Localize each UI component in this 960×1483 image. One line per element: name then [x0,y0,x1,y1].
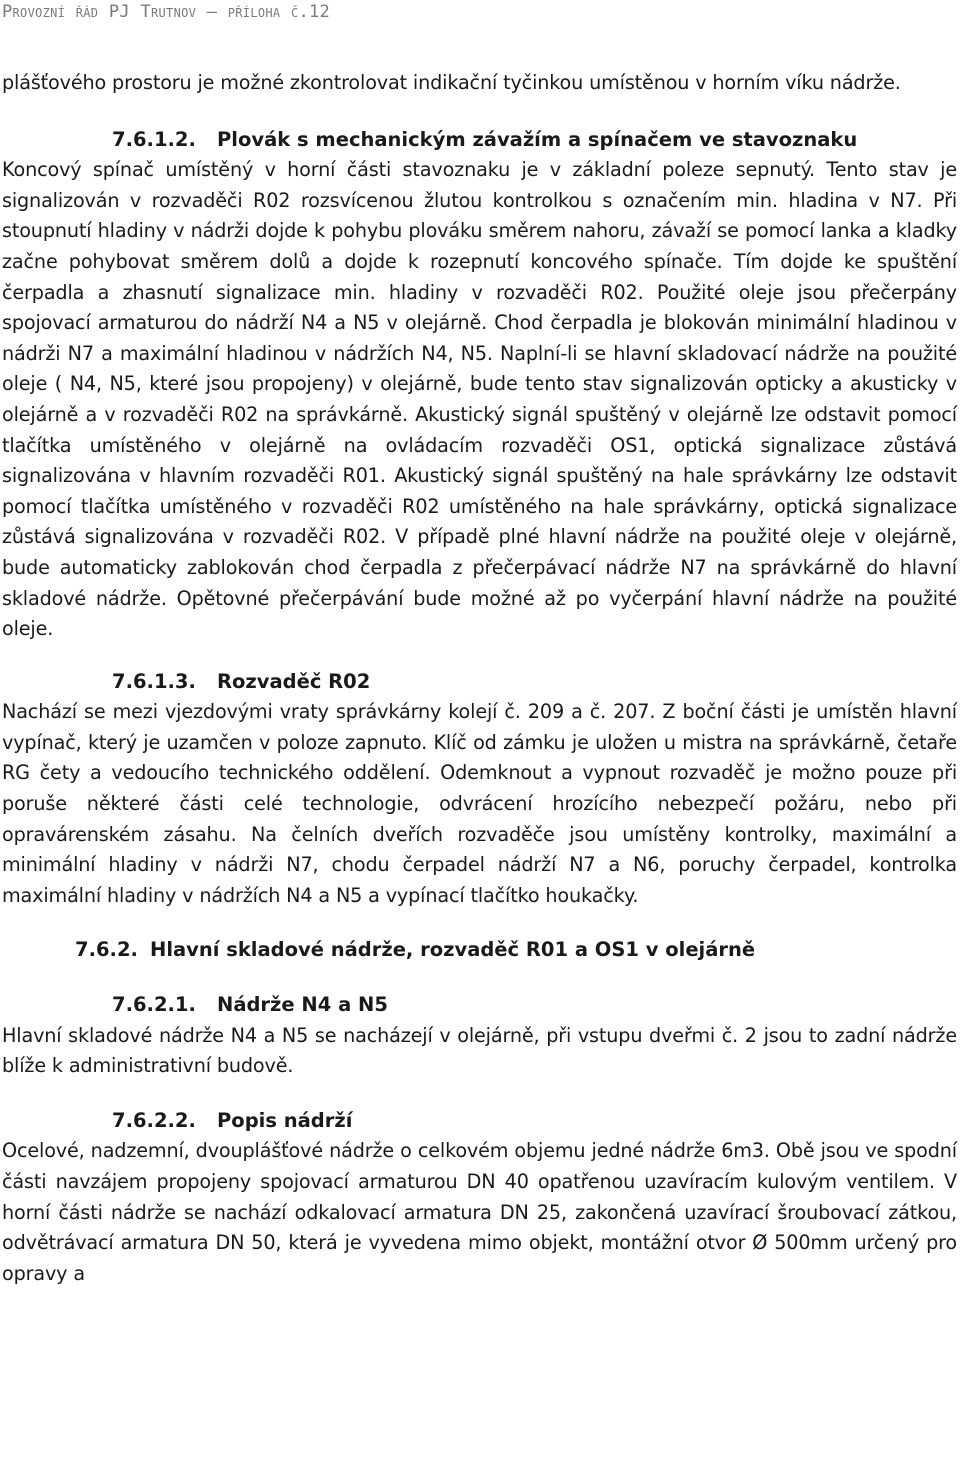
section-number: 7.6.1.2. [112,127,196,151]
paragraph-plast-prostoru: plášťového prostoru je možné zkontrolovat indikační tyčinkou umístěnou v horním víku nádrže. [2,71,901,94]
paragraph-popis-nadrzi: Ocelové, nadzemní, dvouplášťové nádrže o celkovém objemu jedné nádrže 6m3. Obě jsou ve spodní části navzájem propojeny spojovací armaturou DN 40 opatřenou uzavíracím kulovým ventilem. V horní části nádrže se nachází odkalovací armatura DN 25, zakončená uzavírací šroubovací zátkou, odvětrávací armatura DN 50, která je vyvedena mimo objekt, montážní otvor Ø 500mm určený pro opravy a [2,1139,957,1285]
section-title: Nádrže N4 a N5 [217,993,388,1017]
section-title: Plovák s mechanickým závažím a spínačem ve stavoznaku [217,127,858,151]
running-header: Provozní řád PJ Trutnov – příloha č.12 [2,2,331,22]
section-title: Popis nádrží [217,1108,353,1132]
paragraph-rozvadec-r02: Nachází se mezi vjezdovými vraty správkárny kolejí č. 209 a č. 207. Z boční části je umístěn hlavní vypínač, který je uzamčen v poloze zapnuto. Klíč od zámku je uložen u mistra na správkárně, četaře RG čety a vedoucího technického oddělení. Odemknout a vypnout rozvaděč je možno pouze při poruše některé části celé technologie, odvrácení hrozícího nebezpečí požáru, nebo při opravárenském zásahu. Na čelních dveřích rozvaděče jsou umístěny kontrolky, maximální a minimální hladiny v nádrži N7, chodu čerpadel nádrží N7 a N6, poruchy čerpadel, kontrolka maximální hladiny v nádržích N4 a N5 a vypínací tlačítko houkačky. [2,700,957,907]
section-number: 7.6.2.2. [112,1108,196,1132]
section-heading-7-6-2-2 [2,1106,957,1137]
section-number: 7.6.2.1. [112,993,196,1017]
section-number: 7.6.2. [75,938,138,962]
section-heading-7-6-1-2 [2,125,957,156]
section-title: Hlavní skladové nádrže, rozvaděč R01 a OS1 v olejárně [150,938,756,962]
section-heading-7-6-2 [2,935,957,966]
section-title: Rozvaděč R02 [217,669,371,693]
section-heading-7-6-2-1 [2,990,957,1021]
section-heading-7-6-1-3 [2,667,957,698]
paragraph-plovak: Koncový spínač umístěný v horní části stavoznaku je v základní poleze sepnutý. Tento stav je signalizován v rozvaděči R02 rozsvícenou žlutou kontrolkou s označením min. hladina v N7. Při stoupnutí hladiny v nádrži dojde k pohybu plováku směrem nahoru, závaží se pomocí lanka a kladky začne pohybovat směrem dolů a dojde k rozepnutí koncového spínače. Tím dojde ke spuštění čerpadla a zhasnutí signalizace min. hladiny v rozvaděči R02. Použité oleje jsou přečerpány spojovací armaturou do nádrží N4 a N5 v olejárně. Chod čerpadla je blokován minimální hladinou v nádrži N7 a maximální hladinou v nádržích N4, N5. Naplní-li se hlavní skladovací nádrže na použité oleje ( N4, N5, které jsou propojeny) v olejárně, bude tento stav signalizován opticky a akusticky v olejárně a v rozvaděči R02 na správkárně. Akustický signál spuštěný v olejárně lze odstavit pomocí tlačítka umístěného v olejárně na ovládacím rozvaděči OS1, optická signalizace zůstává signalizována v hlavním rozvaděči R01. Akustický signál spuštěný na hale správkárny lze odstavit pomocí tlačítka umístěného v rozvaděči R02 umístěného na hale správkárny, optická signalizace zůstává signalizována v rozvaděči R02. V případě plné hlavní nádrže na použité oleje v olejárně, bude automaticky zablokován chod čerpadla z přečerpávací nádrže N7 na správkárně do hlavní skladové nádrže. Opětovné přečerpávání bude možné až po vyčerpání hlavní nádrže na použité oleje. [2,158,957,641]
document-body [2,68,957,1289]
paragraph-nadrze-n4-n5: Hlavní skladové nádrže N4 a N5 se nacházejí v olejárně, při vstupu dveřmi č. 2 jsou to zadní nádrže blíže k administrativní budově. [2,1023,957,1078]
section-number: 7.6.1.3. [112,669,196,693]
